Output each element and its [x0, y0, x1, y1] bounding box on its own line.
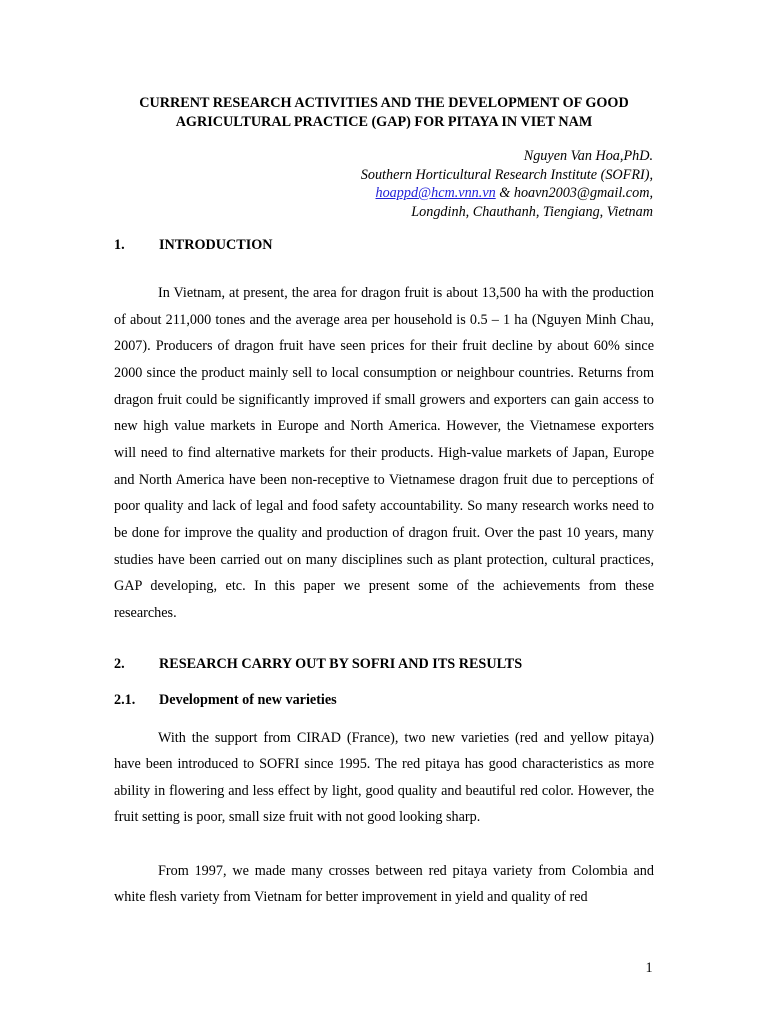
page-number: 1 — [645, 960, 653, 976]
section-title: RESEARCH CARRY OUT BY SOFRI AND ITS RESULTS — [159, 656, 523, 672]
varieties-paragraph-2: From 1997, we made many crosses between red pitaya variety from Colombia and white flesh variety from Vietnam for better improvement in yield and quality of red — [114, 863, 654, 906]
subsection-heading-varieties — [114, 691, 337, 709]
author-emails — [361, 184, 653, 203]
section-heading-research — [114, 655, 522, 673]
email-link[interactable]: hoappd@hcm.vnn.vn — [375, 185, 496, 201]
author-block — [361, 147, 653, 221]
document-title: CURRENT RESEARCH ACTIVITIES AND THE DEVELOPMENT OF GOOD AGRICULTURAL PRACTICE (GAP) FOR PITAYA IN VIET NAM — [139, 95, 629, 130]
section-number: 2. — [114, 656, 125, 672]
author-institute: Southern Horticultural Research Institute (SOFRI), — [360, 166, 653, 183]
introduction-paragraph: In Vietnam, at present, the area for dragon fruit is about 13,500 ha with the production of about 211,000 tones and the average area per household is 0.5 – 1 ha (Nguyen Minh Chau, 2007). Producers of dragon fruit have seen prices for their fruit decline by about 60% since 2000 since the product mainly sell to local consumption or neighbour countries. Returns from dragon fruit could be significantly improved if small growers and exporters can gain access to new high value markets in Europe and North America. However, the Vietnamese exporters will need to find alternative markets for their products. High-value markets of Japan, Europe and North America have been non-receptive to Vietnamese dragon fruit due to perceptions of poor quality and lack of legal and food safety accountability. So many research works need to be done for improve the quality and production of dragon fruit. Over the past 10 years, many studies have been carried out on many disciplines such as plant protection, cultural practices, GAP developing, etc. In this paper we present some of the achievements from these researches. — [114, 285, 654, 621]
section-number: 1. — [114, 237, 125, 253]
author-name: Nguyen Van Hoa,PhD. — [523, 148, 653, 164]
email-secondary: & hoavn2003@gmail.com, — [495, 185, 653, 201]
subsection-title: Development of new varieties — [159, 692, 337, 708]
section-title: INTRODUCTION — [159, 237, 273, 253]
subsection-number: 2.1. — [114, 692, 136, 708]
varieties-paragraph-1: With the support from CIRAD (France), two new varieties (red and yellow pitaya) have been introduced to SOFRI since 1995. The red pitaya has good characteristics as more ability in flowering and less effect by light, good quality and beautiful red color. However, the fruit setting is poor, small size fruit with not good looking sharp. — [114, 730, 654, 826]
section-heading-introduction — [114, 236, 273, 254]
author-address: Longdinh, Chauthanh, Tiengiang, Vietnam — [411, 203, 653, 220]
